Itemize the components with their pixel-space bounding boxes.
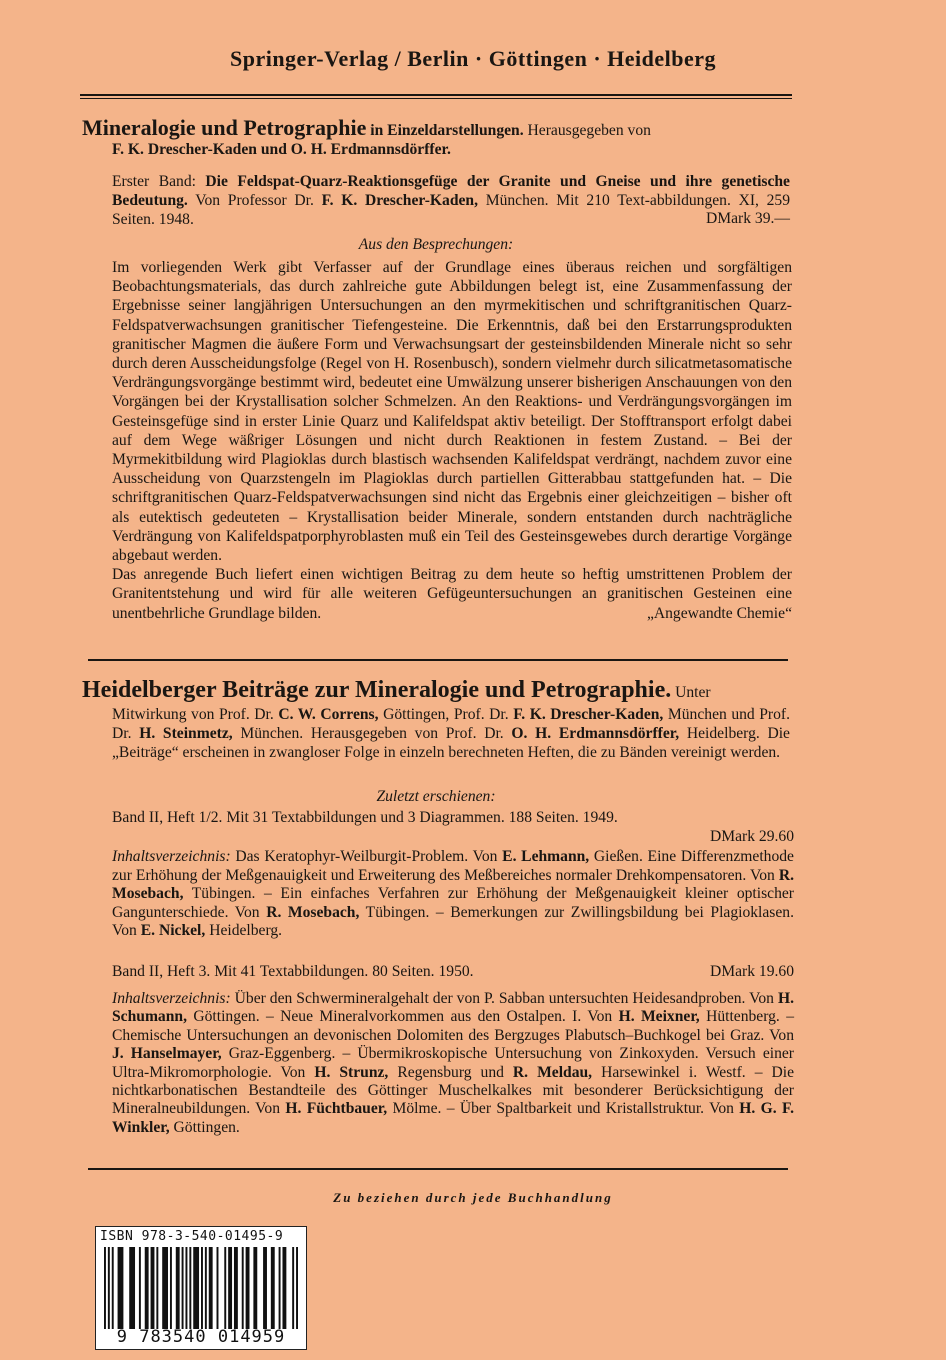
footer-text: Zu beziehen durch jede Buchhandlung <box>333 1190 613 1205</box>
barcode-bar <box>112 1247 114 1329</box>
issue1-line: Band II, Heft 1/2. Mit 31 Textabbildungen und 3 Diagrammen. 188 Seiten. 1949. <box>112 809 618 826</box>
barcode-bar <box>185 1247 187 1329</box>
barcode-bar <box>263 1247 267 1329</box>
review-paragraph-2 <box>112 565 792 623</box>
barcode-bar <box>271 1247 275 1329</box>
barcode-bar <box>182 1247 184 1329</box>
barcode-bar <box>246 1247 250 1329</box>
barcode-bar <box>189 1247 191 1329</box>
toc2-segment: H. Schumann, <box>112 990 794 1026</box>
issue1 <box>112 808 794 846</box>
toc1-segment: R. Mosebach, <box>112 866 794 903</box>
barcode-bar <box>156 1247 158 1329</box>
toc2-segment: Harsewinkel i. Westf. – Die nichtkarbonatischen Bestandteile des Göttinger Muschelkalkes mit besonderer Berücksichtigung der Mineralneubildungen. Von <box>112 1063 794 1118</box>
issue2 <box>112 962 794 981</box>
book1-price: DMark 39.— <box>705 210 790 227</box>
toc2-segment: H. Meixner, <box>618 1008 700 1026</box>
barcode-bar <box>108 1247 110 1329</box>
barcode-bar <box>205 1247 207 1329</box>
issue2-row <box>112 962 794 981</box>
toc2-label: Inhaltsverzeichnis: <box>112 990 231 1007</box>
barcode-bars <box>104 1247 298 1329</box>
editor-erdmann: O. H. Erdmannsdörffer, <box>511 725 680 742</box>
book1-edited: Herausgegeben von <box>527 122 651 139</box>
barcode-bar <box>224 1247 226 1329</box>
toc1-segment: E. Nickel, <box>140 922 206 940</box>
toc1-segment: R. Mosebach, <box>266 903 360 921</box>
toc2-segment: H. G. F. Winkler, <box>112 1100 794 1136</box>
toc1-segment: E. Lehmann, <box>502 848 590 865</box>
review-source: „Angewandte Chemie“ <box>646 604 792 622</box>
editor-steinmetz: H. Steinmetz, <box>139 725 233 742</box>
book2-intro <box>82 705 790 762</box>
book2-header <box>82 677 791 762</box>
barcode-bar <box>282 1247 286 1329</box>
section-divider-1 <box>88 659 788 661</box>
toc2-segment: R. Meldau, <box>512 1063 593 1081</box>
toc2-segment: Hüttenberg. – Chemische Untersuchungen an devonischen Dolomiten des Bergzuges Plabutsch–Buchkogel bei Graz. Von <box>112 1008 794 1044</box>
toc2-segment: Über den Schwermineralgehalt der von P. Sabban untersuchten Heidesandproben. Von <box>230 990 778 1007</box>
band-title: Die Feldspat-Quarz-Reaktionsgefüge der Granite und Gneise und ihre genetische Bedeutung. <box>112 173 790 209</box>
barcode-bar <box>151 1247 155 1329</box>
barcode-bar <box>162 1247 168 1329</box>
toc2-segment: J. Hanselmayer, <box>112 1045 222 1063</box>
toc2-segment: Göttingen. <box>169 1118 240 1136</box>
barcode-bar <box>193 1247 199 1329</box>
book2-title: Heidelberger Beiträge zur Mineralogie und Petrographie. <box>82 677 672 703</box>
issue1-toc <box>112 848 794 941</box>
book1-title: Mineralogie und Petrographie <box>82 115 367 140</box>
book1-header <box>82 115 790 159</box>
toc2-segment: Göttingen. – Neue Mineralvorkommen aus den Ostalpen. I. Von <box>186 1008 619 1026</box>
toc1-segment: Gießen. Eine Differenzmethode zur Erhöhung der Meßgenauigkeit und Erweiterung des Meßbereiches normaler Drehkompensatoren. Von <box>112 848 794 884</box>
book1-title-rest: in Einzeldarstellungen. <box>370 122 524 139</box>
toc1-segment: Tübingen. – Bemerkungen zur Zwillingsbildung bei Plagioklasen. Von <box>112 903 794 940</box>
isbn-label: ISBN 978-3-540-01495-9 <box>100 1229 284 1244</box>
reviews-heading: Aus den Besprechungen: <box>358 236 514 253</box>
toc2-segment: H. Strunz, <box>314 1063 389 1081</box>
book1-editors: F. K. Drescher-Kaden und O. H. Erdmannsdörffer. <box>112 141 451 158</box>
intro-d: München. Herausgegeben von Prof. Dr. <box>240 725 504 742</box>
toc2-segment: Graz-Eggenberg. – Übermikroskopische Untersuchung von Zinkoxyden. Versuch einer Ultra-Mikromorphologie. Von <box>112 1045 794 1081</box>
barcode-bar <box>253 1247 257 1329</box>
issue2-line: Band II, Heft 3. Mit 41 Textabbildungen. 80 Seiten. 1950. <box>112 963 474 980</box>
toc2-segment: Mölme. – Über Spaltbarkeit und Kristallstruktur. Von <box>387 1100 740 1118</box>
band-prefix: Erster Band: <box>112 173 196 190</box>
intro-c: München und Prof. Dr. <box>112 706 791 742</box>
section-divider-2 <box>88 1168 788 1170</box>
barcode-bar <box>242 1247 244 1329</box>
barcode-bar <box>139 1247 141 1329</box>
issue2-toc <box>112 990 794 1137</box>
barcode-bar <box>228 1247 232 1329</box>
intro-a: Mitwirkung von Prof. Dr. <box>112 706 274 723</box>
ean-digits: 9 783540 014959 <box>116 1327 286 1347</box>
band-author: F. K. Drescher-Kaden, <box>321 192 479 209</box>
toc1-segment: Tübingen. – Ein einfaches Verfahren zur Erhöhung der Meßgenauigkeit kleiner optischer Gangunterschiede. Von <box>112 885 794 921</box>
toc1-segment: Das Keratophyr-Weilburgit-Problem. Von <box>230 848 503 865</box>
toc2-segment: Regensburg und <box>388 1063 513 1081</box>
issue1-price: DMark 29.60 <box>709 828 794 845</box>
barcode-bar <box>129 1247 135 1329</box>
band-author-post: München. Mit 210 Text-abbildungen. XI, 259 Seiten. 1948. <box>112 192 791 228</box>
barcode-bar <box>170 1247 172 1329</box>
barcode-bar <box>176 1247 180 1329</box>
toc2-segment: H. Füchtbauer, <box>285 1100 388 1118</box>
barcode-bar <box>217 1247 219 1329</box>
barcode-bar <box>145 1247 149 1329</box>
recent-heading: Zuletzt erschienen: <box>376 788 496 805</box>
toc1-label: Inhaltsverzeichnis: <box>112 848 231 865</box>
barcode-bar <box>292 1247 294 1329</box>
book2-title-rest: Unter <box>675 684 711 701</box>
header-rule-thin <box>80 98 792 99</box>
intro-b: Göttingen, Prof. Dr. <box>383 706 509 723</box>
barcode-bar <box>234 1247 238 1329</box>
band-author-pre: Von Professor Dr. <box>195 192 314 209</box>
barcode-bar <box>201 1247 203 1329</box>
editor-correns: C. W. Correns, <box>278 706 379 723</box>
barcode-bar <box>209 1247 213 1329</box>
editor-drescher: F. K. Drescher-Kaden, <box>513 706 664 723</box>
toc1-segment: Heidelberg. <box>205 922 283 940</box>
header-rule <box>80 94 792 96</box>
barcode-bar <box>118 1247 124 1329</box>
publisher-header: Springer-Verlag / Berlin · Göttingen · Heidelberg <box>229 46 717 71</box>
barcode-bar <box>279 1247 281 1329</box>
issue2-price: DMark 19.60 <box>709 963 794 980</box>
review-text <box>112 258 792 623</box>
review-paragraph-2-text: Das anregende Buch liefert einen wichtigen Beitrag zu dem heute so heftig umstrittenen Problem der Granitentstehung und wird für alle weiteren Gefügeuntersuchungen an granitischen Gesteinen eine unentbehrliche Grundlage bilden. <box>112 566 792 622</box>
barcode-bar <box>296 1247 298 1329</box>
intro-e: Heidelberg. Die „Beiträge“ erscheinen in zwangloser Folge in einzeln berechneten Heften, die zu Bänden vereinigt werden. <box>112 725 790 761</box>
isbn-barcode <box>95 1226 307 1350</box>
review-paragraph-1: Im vorliegenden Werk gibt Verfasser auf der Grundlage eines überaus reichen und sorgfältigen Beobachtungsmaterials, das durch zahlreiche gute Abbildungen belegt ist, eine Zusammenfassung der Ergebnisse seiner langjährigen Untersuchungen an den myrmekitischen und schriftgranitischen Quarz-Feldspatverwachsungen granitischer Tiefengesteine. Die Erkenntnis, daß bei den Erstarrungsprodukten granitischer Magmen die äußere Form und Verwachsungsart der gesteinsbildenden Minerale nicht so sehr durch deren Ausscheidungsfolge (Regel von H. Rosenbusch), sondern vielmehr durch silicatmetasomatische Verdrängungsvorgänge bestimmt wird, bedeutet eine Umwälzung unserer bisherigen Anschauungen von den Vorgängen bei der Krystallisation solcher Schmelzen. An den Reaktions- und Verdrängungsvorgängen im Gesteinsgefüge sind in erster Linie Quarz und Kalifeldspat aktiv beteiligt. Der Stofftransport erfolgt dabei auf dem Wege wäßriger Lösungen und nicht durch Reaktionen in festem Zustand. – Bei der Myrmekitbildung wird Plagioklas durch blastisch wachsenden Kalifeldspat verdrängt, nachdem zuvor eine Ausscheidung von Quarzstengeln im Plagioklas durch partiellen Gitterabbau stattgefunden hat. – Die schriftgranitischen Quarz-Feldspatverwachsungen sind nicht das Ergebnis einer gleichzeitigen – bisher oft als eutektisch gedeuteten – Krystallisation beider Minerale, sondern entstanden durch nachträgliche Verdrängung von Kalifeldspatporphyroblasten muß ein Teil des Gesteinsgewebes durch derartige Vorgänge abgebaut werden. <box>112 259 792 565</box>
barcode-bar <box>104 1247 106 1329</box>
